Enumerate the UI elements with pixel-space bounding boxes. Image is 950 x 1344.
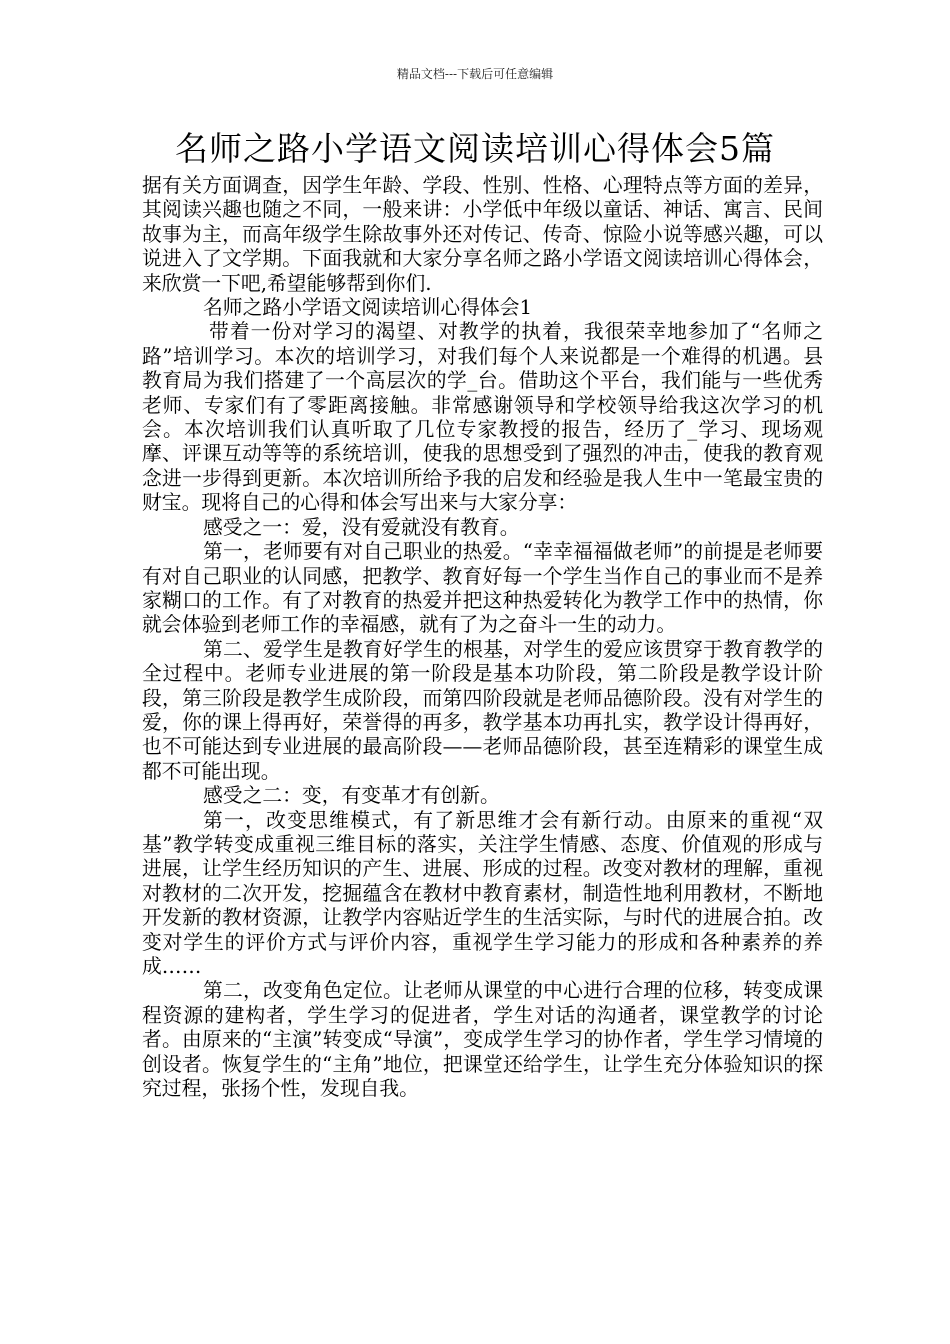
section-heading: 名师之路小学语文阅读培训心得体会1: [203, 296, 533, 320]
subsection-heading: 感受之二：变，有变革才有创新。: [203, 784, 500, 808]
subsection-heading: 感受之一：爱，没有爱就没有教育。: [203, 515, 520, 539]
document-body: [142, 174, 823, 1101]
body-paragraph: 第二、爱学生是教育好学生的根基，对学生的爱应该贯穿于教育教学的全过程中。老师专业进展的第一阶段是基本功阶段，第二阶段是教学设计阶段，第三阶段是教学生成阶段，而第四阶段就是老师品德阶段。没有对学生的爱，你的课上得再好，荣誉得的再多，教学基本功再扎实，教学设计得再好，也不可能达到专业进展的最高阶段——老师品德阶段，甚至连精彩的课堂生成都不可能出现。: [142, 637, 823, 783]
body-paragraph: 带着一份对学习的渴望、对教学的执着，我很荣幸地参加了“名师之路”培训学习。本次的培训学习，对我们每个人来说都是一个难得的机遇。县教育局为我们搭建了一个高层次的学_台。借助这个平台，我们能与一些优秀老师、专家们有了零距离接触。非常感谢领导和学校领导给我这次学习的机会。本次培训我们认真听取了几位专家教授的报告，经历了_学习、现场观摩、评课互动等等的系统培训，使我的思想受到了强烈的冲击，使我的教育观念进一步得到更新。本次培训所给予我的启发和经验是我人生中一笔最宝贵的财宝。现将自己的心得和体会写出来与大家分享：: [142, 320, 823, 515]
page-header: 精品文档---下载后可任意编辑: [396, 67, 554, 81]
body-paragraph: 第一，老师要有对自己职业的热爱。“幸幸福福做老师”的前提是老师要有对自己职业的认同感，把教学、教育好每一个学生当作自己的事业而不是养家糊口的工作。有了对教育的热爱并把这种热爱转化为教学工作中的热情，你就会体验到老师工作的幸福感，就有了为之奋斗一生的动力。: [142, 540, 823, 637]
body-paragraph: 第一，改变思维模式，有了新思维才会有新行动。由原来的重视“双基”教学转变成重视三维目标的落实，关注学生情感、态度、价值观的形成与进展，让学生经历知识的产生、进展、形成的过程。改变对教材的理解，重视对教材的二次开发，挖掘蕴含在教材中教育素材，制造性地利用教材，不断地开发新的教材资源，让教学内容贴近学生的生活实际，与时代的进展合拍。改变对学生的评价方式与评价内容，重视学生学习能力的形成和各种素养的养成……: [142, 808, 823, 978]
intro-paragraph: 据有关方面调查，因学生年龄、学段、性别、性格、心理特点等方面的差异，其阅读兴趣也随之不同，一般来讲：小学低中年级以童话、神话、寓言、民间故事为主，而高年级学生除故事外还对传记、传奇、惊险小说等感兴趣，可以说进入了文学期。下面我就和大家分享名师之路小学语文阅读培训心得体会，来欣赏一下吧,希望能够帮到你们.: [142, 174, 823, 295]
body-paragraph: 第二，改变角色定位。让老师从课堂的中心进行合理的位移，转变成课程资源的建构者，学生学习的促进者，学生对话的沟通者，课堂教学的讨论者。由原来的“主演”转变成“导演”，变成学生学习的协作者，学生学习情境的创设者。恢复学生的“主角”地位，把课堂还给学生，让学生充分体验知识的探究过程，张扬个性，发现自我。: [142, 979, 823, 1101]
document-title: 名师之路小学语文阅读培训心得体会5篇: [175, 129, 775, 168]
